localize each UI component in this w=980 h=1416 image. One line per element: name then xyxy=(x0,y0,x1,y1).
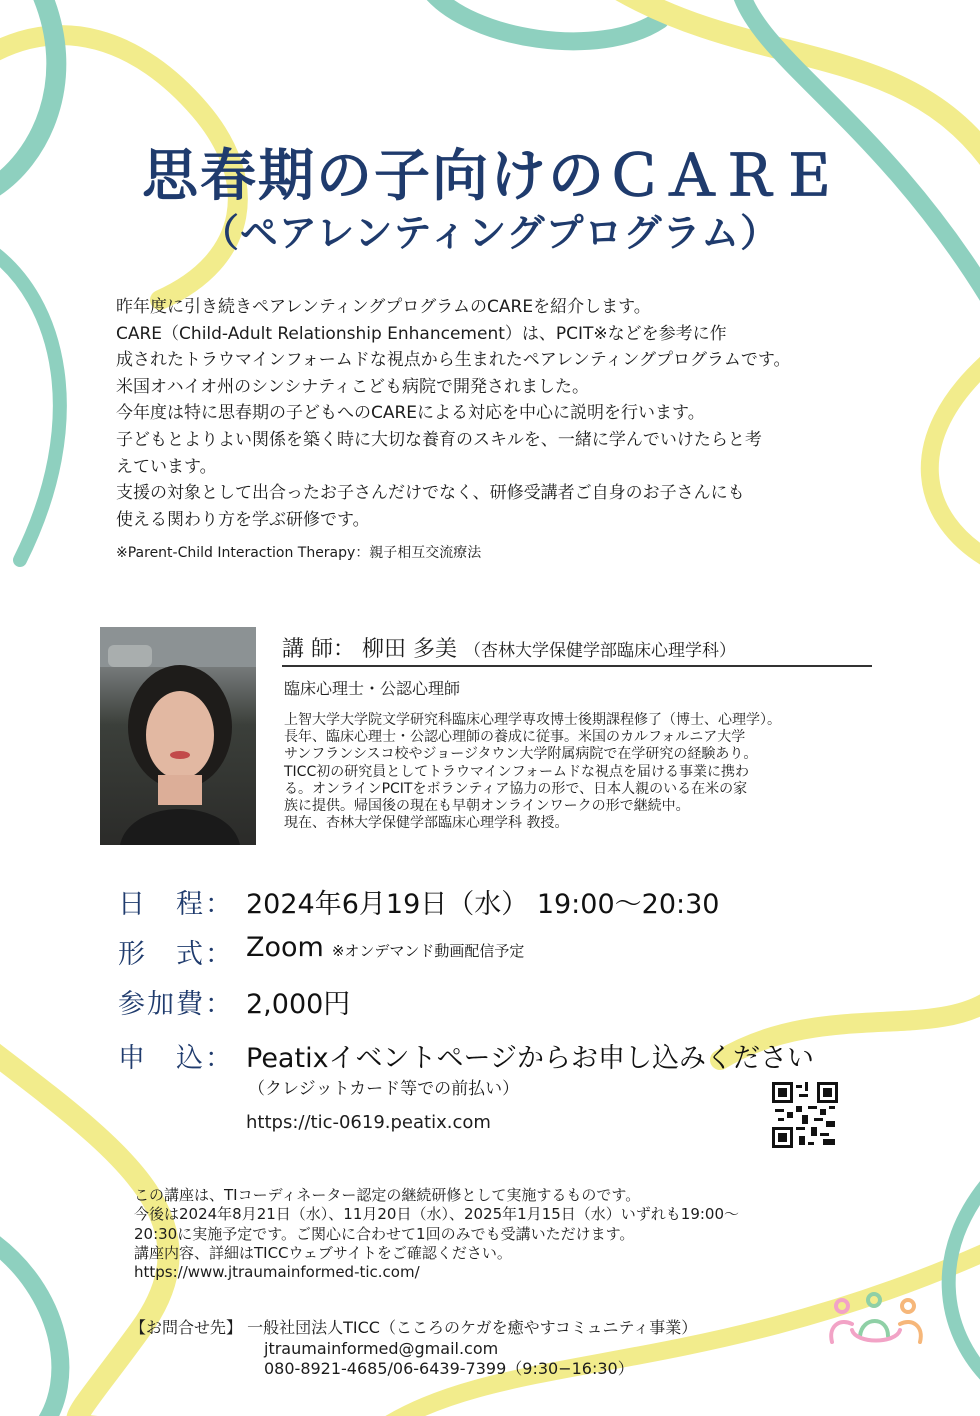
intro-line: 今年度は特に思春期の子どもへのCAREによる対応を中心に説明を行います。 xyxy=(116,403,705,424)
apply-label: 申 込： xyxy=(118,1043,234,1074)
intro-line: 昨年度に引き続きペアレンティングプログラムのCAREを紹介します。 xyxy=(116,297,651,317)
ribbon-yellow-right-mid xyxy=(930,360,980,560)
intro-line: 使える関わり方を学ぶ研修です。 xyxy=(116,509,370,530)
footer-line: 今後は2024年8月21日（水）、11月20日（水）、2025年1月15日（水）いずれも19:00〜 xyxy=(134,1205,740,1224)
bio-line: サンフランシスコ校やジョージタウン大学附属病院で在学研究の経験あり。 xyxy=(284,746,758,763)
fee-label: 参加費： xyxy=(118,989,234,1020)
contact-org: 一般社団法人TICC（こころのケガを癒やすコミュニティ事業） xyxy=(247,1318,698,1337)
format-value xyxy=(246,932,524,963)
footer-line: 講座内容、詳細はTICCウェブサイトをご確認ください。 xyxy=(134,1243,512,1262)
contact-org-line xyxy=(130,1318,697,1339)
bio-line: 長年、臨床心理士・公認心理師の養成に従事。米国のカルフォルニア大学 xyxy=(284,729,746,746)
format-label: 形 式： xyxy=(118,939,234,970)
ribbon-teal-left-mid xyxy=(0,250,60,560)
intro-line: CARE（Child-Adult Relationship Enhancement）は、PCIT※などを参考に作 xyxy=(116,323,727,344)
intro-line: 成されたトラウマインフォームドな視点から生まれたペアレンティングプログラムです。 xyxy=(116,350,791,371)
footer-notice xyxy=(134,1186,874,1282)
apply-value: Peatixイベントページからお申し込みください xyxy=(246,1043,815,1074)
fee-value: 2,000円 xyxy=(246,989,351,1020)
intro-text xyxy=(116,294,876,533)
event-url-link[interactable]: https://tic-0619.peatix.com xyxy=(246,1112,491,1133)
date-label: 日 程： xyxy=(118,889,234,920)
lecturer-bio xyxy=(284,712,914,832)
lecturer-qualification: 臨床心理士・公認心理師 xyxy=(284,679,461,698)
bio-line: TICC初の研究員としてトラウマインフォームドな視点を届ける事業に携わ xyxy=(284,763,749,780)
footer-line: 20:30に実施予定です。ご関心に合わせて1回のみでも受講いただけます。 xyxy=(134,1224,635,1243)
footer-line: この講座は、TIコーディネーター認定の継続研修として実施するものです。 xyxy=(134,1186,641,1204)
bio-line: 族に提供。帰国後の現在も早朝オンラインワークの形で継続中。 xyxy=(284,798,690,815)
page-subtitle: （ペアレンティングプログラム） xyxy=(200,211,780,255)
contact-label: 【お問合せ先】 xyxy=(130,1318,243,1337)
ticc-logo xyxy=(826,1290,926,1350)
intro-line: 子どもとよりよい関係を築く時に大切な養育のスキルを、一緒に学んでいけたらと考 xyxy=(116,429,762,450)
bio-line: る。オンラインPCITをボランティア協力の形で、日本人親のいる在米の家 xyxy=(284,780,748,797)
bio-line: 上智大学大学院文学研究科臨床心理学専攻博士後期課程修了（博士、心理学）。 xyxy=(284,712,781,728)
lecturer-label: 講 師： xyxy=(282,637,355,662)
contact-phone: 080-8921-4685/06-6439-7399（9:30−16:30） xyxy=(264,1359,634,1379)
footnote: ※Parent-Child Interaction Therapy：親子相互交流療法 xyxy=(116,545,482,561)
format-text: Zoom xyxy=(246,932,324,963)
intro-line: えています。 xyxy=(116,456,217,477)
contact-info xyxy=(130,1318,697,1380)
lecturer-affiliation: （杏林大学保健学部臨床心理学科） xyxy=(464,641,736,661)
apply-note: （クレジットカード等での前払い） xyxy=(248,1079,520,1099)
page-title: 思春期の子向けのＣＡＲＥ xyxy=(142,144,838,209)
lecturer-name: 柳田 多美 xyxy=(362,637,457,662)
date-value: 2024年6月19日（水） 19:00〜20:30 xyxy=(246,889,720,920)
ribbon-teal-bottom-left xyxy=(0,1240,60,1416)
contact-email[interactable]: jtraumainformed@gmail.com xyxy=(264,1338,499,1358)
ribbon-teal-top-mid xyxy=(430,0,660,41)
lecturer-photo xyxy=(100,627,256,845)
intro-line: 米国オハイオ州のシンシナティこども病院で開発されました。 xyxy=(116,376,589,397)
lecturer-heading xyxy=(282,632,872,667)
format-note: ※オンデマンド動画配信予定 xyxy=(331,942,525,960)
footer-website-link[interactable]: https://www.jtraumainformed-tic.com/ xyxy=(134,1263,420,1282)
qr-code xyxy=(772,1082,838,1148)
bio-line: 現在、杏林大学保健学部臨床心理学科 教授。 xyxy=(284,815,569,832)
ribbon-teal-bottom-right xyxy=(949,1180,980,1380)
intro-line: 支援の対象として出合ったお子さんだけでなく、研修受講者ご自身のお子さんにも xyxy=(116,483,745,504)
